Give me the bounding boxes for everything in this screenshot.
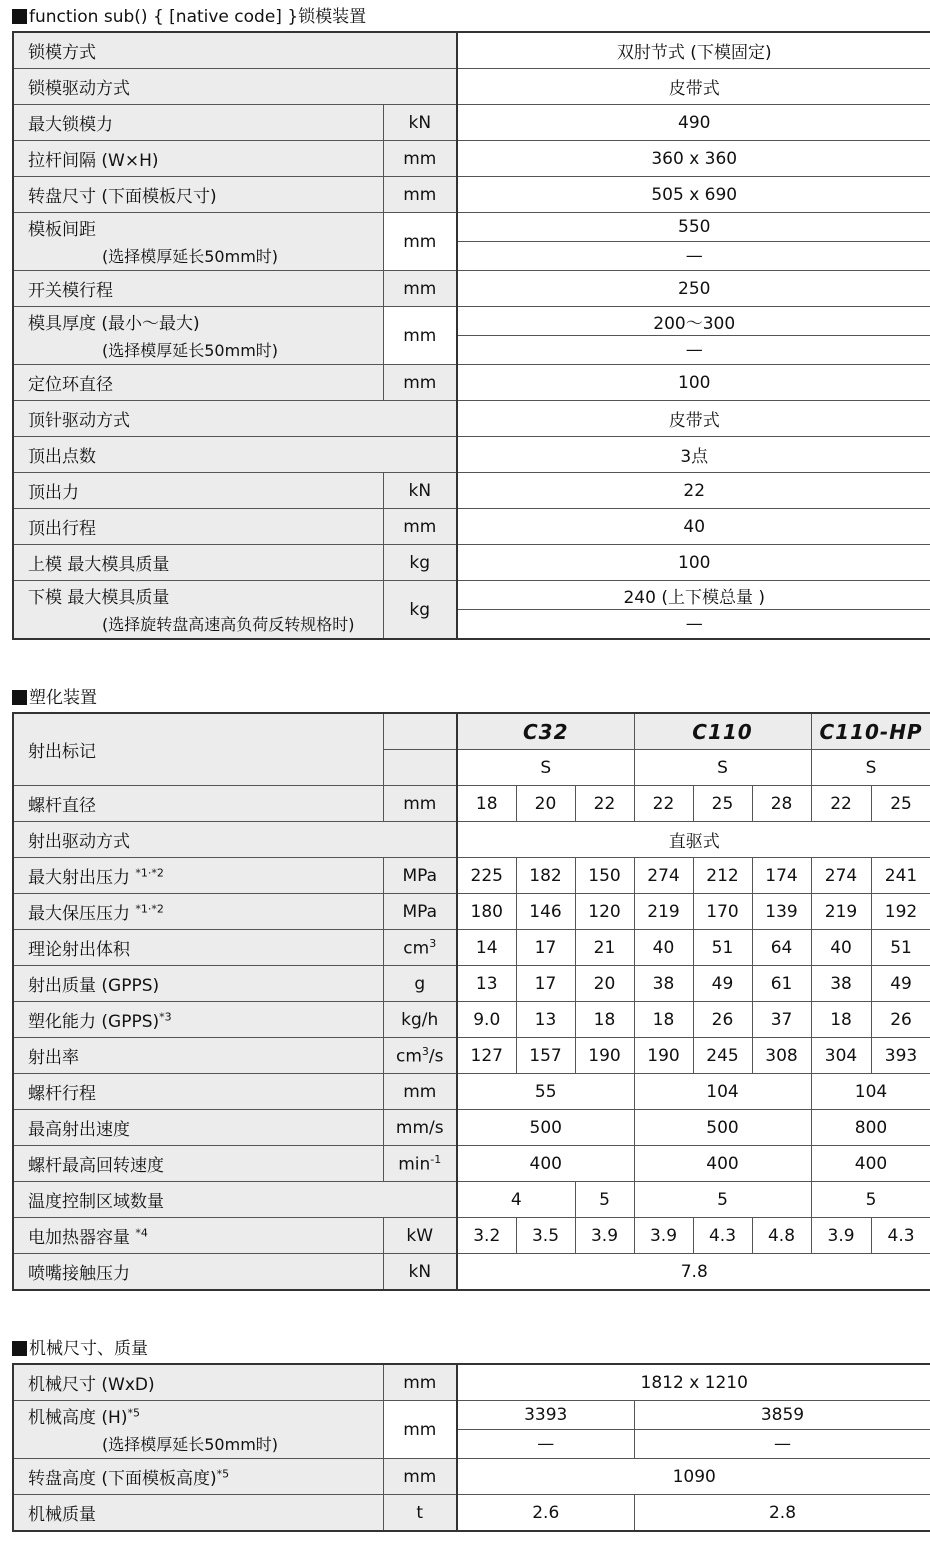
row-label: 拉杆间隔 (W×H) (13, 141, 383, 177)
table-row (13, 307, 930, 336)
footnote-mark: *1·*2 (135, 866, 164, 880)
cell-value: 51 (871, 930, 930, 966)
row-unit: mm (383, 365, 457, 401)
footnote-mark: *3 (159, 1010, 172, 1024)
cell-value: 17 (516, 966, 575, 1002)
row-unit (383, 1038, 457, 1074)
row-unit: MPa (383, 894, 457, 930)
cell-value: 3859 (634, 1401, 930, 1430)
cell-value: 3.9 (575, 1218, 634, 1254)
row-subvalue: — (457, 610, 930, 640)
cell-value: 38 (811, 966, 871, 1002)
cell-value: 120 (575, 894, 634, 930)
cell-value: 157 (516, 1038, 575, 1074)
row-label: 理论射出体积 (13, 930, 383, 966)
row-unit: mm (383, 141, 457, 177)
row-unit: mm (383, 1459, 457, 1495)
table-row (13, 1002, 930, 1038)
cell-value: 3393 (457, 1401, 634, 1430)
cell-value: 20 (516, 786, 575, 822)
table-row (13, 1038, 930, 1074)
table-row (13, 894, 930, 930)
cell-value: 2.6 (457, 1495, 634, 1532)
row-label (13, 1401, 383, 1430)
table-row (13, 822, 930, 858)
row-label: 转盘尺寸 (下面模板尺寸) (13, 177, 383, 213)
section-title-clamp: function sub() { [native code] }锁模装置 (12, 7, 366, 27)
row-unit (383, 713, 457, 750)
cell-value: 304 (811, 1038, 871, 1074)
cell-value: 14 (457, 930, 516, 966)
row-label: 上模 最大模具质量 (13, 545, 383, 581)
table-row (13, 610, 930, 640)
cell-value: 38 (634, 966, 693, 1002)
cell-value: 104 (811, 1074, 930, 1110)
row-value: 40 (457, 509, 930, 545)
cell-value: 127 (457, 1038, 516, 1074)
table-row (13, 1459, 930, 1495)
row-unit: kg (383, 545, 457, 581)
row-subvalue: — (457, 336, 930, 365)
table-row (13, 437, 930, 473)
row-value: 360 x 360 (457, 141, 930, 177)
cell-value: 49 (871, 966, 930, 1002)
table-row (13, 1401, 930, 1430)
row-label: 锁模驱动方式 (13, 69, 457, 105)
row-label: 下模 最大模具质量 (13, 581, 383, 610)
cell-value: 37 (752, 1002, 811, 1038)
cell-value: 4.3 (693, 1218, 752, 1254)
table-row (13, 581, 930, 610)
screw-type: S (457, 750, 634, 786)
row-label-text: 转盘高度 (下面模板高度) (28, 1469, 217, 1489)
table-row (13, 966, 930, 1002)
section-title-machine (12, 1339, 148, 1359)
row-unit: kg/h (383, 1002, 457, 1038)
cell-value: 192 (871, 894, 930, 930)
row-label: 模板间距 (13, 213, 383, 242)
row-value: 240 (上下模总量 ) (457, 581, 930, 610)
table-row (13, 1110, 930, 1146)
row-label-text: 最大保压压力 (28, 904, 130, 924)
table-row (13, 509, 930, 545)
row-label: 喷嘴接触压力 (13, 1254, 383, 1291)
cell-value: 400 (457, 1146, 634, 1182)
cell-value: 400 (634, 1146, 811, 1182)
cell-value: 51 (693, 930, 752, 966)
cell-value: 26 (871, 1002, 930, 1038)
cell-value: 241 (871, 858, 930, 894)
row-value: 200～300 (457, 307, 930, 336)
table-row (13, 858, 930, 894)
table-row (13, 713, 930, 750)
row-value: 505 x 690 (457, 177, 930, 213)
row-unit: mm (383, 509, 457, 545)
cell-value: 219 (811, 894, 871, 930)
cell-value: 13 (457, 966, 516, 1002)
table-row (13, 105, 930, 141)
table-row (13, 545, 930, 581)
unit-text: cm (395, 1046, 422, 1067)
cell-value: 146 (516, 894, 575, 930)
cell-value: 64 (752, 930, 811, 966)
section-title-clamp-text: 锁模装置 (298, 7, 367, 27)
row-label-text: 机械高度 (H) (28, 1407, 128, 1428)
cell-subvalue: — (634, 1430, 930, 1459)
row-unit: kN (383, 1254, 457, 1291)
section-title-inject (12, 688, 97, 708)
table-row (13, 1218, 930, 1254)
cell-value: 18 (575, 1002, 634, 1038)
row-label: 射出驱动方式 (13, 822, 457, 858)
cell-value: 3.2 (457, 1218, 516, 1254)
row-unit: mm (383, 271, 457, 307)
section-title-machine-text: 机械尺寸、质量 (29, 1339, 148, 1359)
row-unit: MPa (383, 858, 457, 894)
cell-value: 219 (634, 894, 693, 930)
footnote-mark: *1·*2 (135, 902, 164, 916)
row-label: 射出率 (13, 1038, 383, 1074)
table-row (13, 1074, 930, 1110)
model-label: C110-HP (811, 713, 930, 750)
cell-value: 25 (693, 786, 752, 822)
cell-value: 104 (634, 1074, 811, 1110)
row-value: 1812 x 1210 (457, 1364, 930, 1401)
row-label (13, 858, 383, 894)
table-row (13, 242, 930, 271)
cell-subvalue: — (457, 1430, 634, 1459)
row-label: 螺杆最高回转速度 (13, 1146, 383, 1182)
row-value: 100 (457, 365, 930, 401)
cell-value: 150 (575, 858, 634, 894)
row-value: 550 (457, 213, 930, 242)
row-label: 模具厚度 (最小～最大) (13, 307, 383, 336)
row-value: 双肘节式 (下模固定) (457, 32, 930, 69)
row-label (13, 894, 383, 930)
row-subvalue: — (457, 242, 930, 271)
row-sublabel: (选择模厚延长50mm时) (13, 1430, 383, 1459)
row-value: 皮带式 (457, 69, 930, 105)
table-row (13, 365, 930, 401)
row-label: 螺杆直径 (13, 786, 383, 822)
model-label: C110 (634, 713, 811, 750)
row-unit: mm (383, 1364, 457, 1401)
unit-text: cm (403, 938, 430, 959)
row-sublabel: (选择模厚延长50mm时) (13, 336, 383, 365)
cell-value: 4.3 (871, 1218, 930, 1254)
cell-value: 500 (634, 1110, 811, 1146)
row-value: 1090 (457, 1459, 930, 1495)
footnote-mark: *5 (127, 1406, 140, 1420)
cell-value: 5 (811, 1182, 930, 1218)
row-label: 最高射出速度 (13, 1110, 383, 1146)
cell-value: 190 (634, 1038, 693, 1074)
cell-value: 25 (871, 786, 930, 822)
row-unit: kg (383, 581, 457, 640)
cell-value: 180 (457, 894, 516, 930)
table-row (13, 1254, 930, 1291)
cell-value: 22 (811, 786, 871, 822)
row-label: 顶出行程 (13, 509, 383, 545)
cell-value: 400 (811, 1146, 930, 1182)
cell-value: 308 (752, 1038, 811, 1074)
row-label: 最大锁模力 (13, 105, 383, 141)
cell-value: 190 (575, 1038, 634, 1074)
cell-value: 3.9 (634, 1218, 693, 1254)
row-label: 机械质量 (13, 1495, 383, 1532)
screw-type: S (811, 750, 930, 786)
cell-value: 18 (634, 1002, 693, 1038)
table-row (13, 69, 930, 105)
row-label-text: 塑化能力 (GPPS) (28, 1012, 160, 1032)
unit-tail: /s (428, 1046, 444, 1067)
cell-value: 4.8 (752, 1218, 811, 1254)
table-row (13, 1364, 930, 1401)
row-label (13, 1459, 383, 1495)
inject-table (12, 712, 930, 1291)
row-unit: mm (383, 213, 457, 271)
row-label: 顶针驱动方式 (13, 401, 457, 437)
cell-value: 212 (693, 858, 752, 894)
cell-value: 274 (811, 858, 871, 894)
table-row (13, 473, 930, 509)
cell-value: 9.0 (457, 1002, 516, 1038)
table-row (13, 930, 930, 966)
row-label (13, 1002, 383, 1038)
row-value: 100 (457, 545, 930, 581)
row-unit (383, 1146, 457, 1182)
cell-value: 28 (752, 786, 811, 822)
row-unit: kW (383, 1218, 457, 1254)
row-unit: mm (383, 786, 457, 822)
row-value: 490 (457, 105, 930, 141)
table-row (13, 177, 930, 213)
table-row (13, 1430, 930, 1459)
cell-value: 3.5 (516, 1218, 575, 1254)
row-sublabel: (选择旋转盘高速高负荷反转规格时) (13, 610, 383, 640)
cell-value: 18 (457, 786, 516, 822)
row-label: 机械尺寸 (WxD) (13, 1364, 383, 1401)
cell-value: 800 (811, 1110, 930, 1146)
cell-value: 274 (634, 858, 693, 894)
row-unit: mm (383, 1074, 457, 1110)
table-row (13, 271, 930, 307)
cell-value: 174 (752, 858, 811, 894)
cell-value: 4 (457, 1182, 575, 1218)
row-label: 螺杆行程 (13, 1074, 383, 1110)
row-label (13, 1218, 383, 1254)
row-label-text: 最大射出压力 (28, 868, 130, 888)
cell-value: 245 (693, 1038, 752, 1074)
cell-value: 55 (457, 1074, 634, 1110)
cell-value: 393 (871, 1038, 930, 1074)
cell-value: 40 (811, 930, 871, 966)
row-unit: g (383, 966, 457, 1002)
cell-value: 22 (634, 786, 693, 822)
row-label: 顶出点数 (13, 437, 457, 473)
row-value: 皮带式 (457, 401, 930, 437)
unit-sup: -1 (430, 1152, 442, 1166)
cell-value: 5 (634, 1182, 811, 1218)
table-row (13, 213, 930, 242)
row-label: 顶出力 (13, 473, 383, 509)
row-value: 250 (457, 271, 930, 307)
cell-value: 26 (693, 1002, 752, 1038)
table-row (13, 1182, 930, 1218)
table-row (13, 336, 930, 365)
unit-text: min (398, 1154, 431, 1175)
table-row (13, 1146, 930, 1182)
table-row (13, 1495, 930, 1532)
row-label: 射出质量 (GPPS) (13, 966, 383, 1002)
cell-value: 21 (575, 930, 634, 966)
cell-value: 5 (575, 1182, 634, 1218)
row-label: 定位环直径 (13, 365, 383, 401)
table-row (13, 32, 930, 69)
row-label: 开关模行程 (13, 271, 383, 307)
cell-value: 40 (634, 930, 693, 966)
footnote-mark: *4 (135, 1226, 148, 1240)
row-label: 射出标记 (13, 713, 383, 786)
cell-value: 18 (811, 1002, 871, 1038)
cell-value: 225 (457, 858, 516, 894)
row-label-text: 电加热器容量 (28, 1228, 130, 1248)
cell-value: 170 (693, 894, 752, 930)
row-unit: kN (383, 105, 457, 141)
row-unit (383, 930, 457, 966)
cell-value: 3.9 (811, 1218, 871, 1254)
section-title-inject-text: 塑化装置 (29, 688, 97, 708)
cell-value: 17 (516, 930, 575, 966)
cell-value: 61 (752, 966, 811, 1002)
row-value: 3点 (457, 437, 930, 473)
unit-sup: 3 (421, 1044, 429, 1058)
unit-sup: 3 (429, 936, 437, 950)
row-label: 温度控制区域数量 (13, 1182, 457, 1218)
row-unit: mm/s (383, 1110, 457, 1146)
row-value: 直驱式 (457, 822, 930, 858)
clamp-table (12, 31, 930, 640)
machine-table (12, 1363, 930, 1532)
row-unit: t (383, 1495, 457, 1532)
table-row (13, 141, 930, 177)
row-unit: mm (383, 1401, 457, 1459)
row-value: 22 (457, 473, 930, 509)
cell-value: 13 (516, 1002, 575, 1038)
row-sublabel: (选择模厚延长50mm时) (13, 242, 383, 271)
cell-value: 139 (752, 894, 811, 930)
table-row (13, 786, 930, 822)
row-unit: kN (383, 473, 457, 509)
row-unit: mm (383, 177, 457, 213)
cell-value: 2.8 (634, 1495, 930, 1532)
row-label: 锁模方式 (13, 32, 457, 69)
row-value: 7.8 (457, 1254, 930, 1291)
screw-type: S (634, 750, 811, 786)
footnote-mark: *5 (216, 1467, 230, 1481)
cell-value: 49 (693, 966, 752, 1002)
cell-value: 20 (575, 966, 634, 1002)
table-row (13, 401, 930, 437)
cell-value: 500 (457, 1110, 634, 1146)
cell-value: 22 (575, 786, 634, 822)
cell-value: 182 (516, 858, 575, 894)
row-unit (383, 750, 457, 786)
row-unit: mm (383, 307, 457, 365)
model-label: C32 (457, 713, 634, 750)
